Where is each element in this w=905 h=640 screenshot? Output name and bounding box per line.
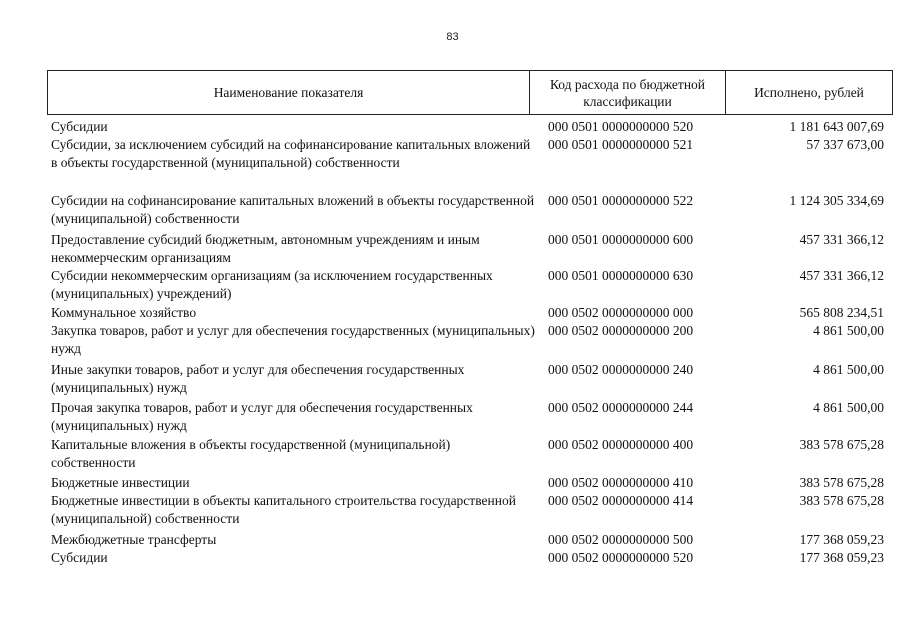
table-row — [51, 136, 893, 176]
row-code: 000 0501 0000000000 522 — [548, 193, 694, 208]
row-code: 000 0501 0000000000 600 — [548, 232, 694, 247]
row-amount: 1 181 643 007,69 — [789, 119, 884, 134]
row-code: 000 0502 0000000000 200 — [548, 323, 694, 338]
header-name: Наименование показателя — [48, 71, 530, 114]
table-row — [51, 399, 893, 439]
row-name: Субсидии на софинансирование капитальных вложений в объекты государственной (муниципальной) собственности — [51, 193, 535, 226]
table-row — [51, 492, 893, 532]
row-code: 000 0502 0000000000 400 — [548, 437, 694, 452]
row-amount: 383 578 675,28 — [799, 475, 884, 490]
row-name: Субсидии — [51, 119, 108, 134]
table-row — [51, 322, 893, 362]
row-amount: 177 368 059,23 — [799, 550, 884, 565]
table-row — [51, 267, 893, 307]
row-amount: 457 331 366,12 — [799, 268, 884, 283]
row-code: 000 0502 0000000000 000 — [548, 305, 694, 320]
row-name: Прочая закупка товаров, работ и услуг для обеспечения государственных (муниципальных) нужд — [51, 400, 473, 433]
row-amount: 383 578 675,28 — [799, 493, 884, 508]
row-name: Коммунальное хозяйство — [51, 305, 197, 320]
row-name: Субсидии — [51, 550, 108, 565]
row-name: Капитальные вложения в объекты государственной (муниципальной) собственности — [51, 437, 451, 470]
row-amount: 57 337 673,00 — [806, 137, 884, 152]
table-row — [51, 361, 893, 401]
row-code: 000 0502 0000000000 244 — [548, 400, 694, 415]
row-amount: 1 124 305 334,69 — [789, 193, 884, 208]
table-row — [51, 436, 893, 476]
row-code: 000 0502 0000000000 410 — [548, 475, 694, 490]
row-name: Субсидии, за исключением субсидий на софинансирование капитальных вложений в объекты государственной (муниципальной) собственности — [51, 137, 531, 170]
row-name: Субсидии некоммерческим организациям (за исключением государственных (муниципальных) учреждений) — [51, 268, 493, 301]
row-code: 000 0502 0000000000 520 — [548, 550, 694, 565]
row-name: Иные закупки товаров, работ и услуг для обеспечения государственных (муниципальных) нужд — [51, 362, 465, 395]
row-name: Предоставление субсидий бюджетным, автономным учреждениям и иным некоммерческим организациям — [51, 232, 480, 265]
row-code: 000 0502 0000000000 414 — [548, 493, 694, 508]
row-amount: 177 368 059,23 — [799, 532, 884, 547]
row-code: 000 0502 0000000000 240 — [548, 362, 694, 377]
row-name: Закупка товаров, работ и услуг для обеспечения государственных (муниципальных) нужд — [51, 323, 535, 356]
row-amount: 4 861 500,00 — [813, 323, 884, 338]
header-amount: Исполнено, рублей — [754, 85, 864, 100]
row-amount: 565 808 234,51 — [799, 305, 884, 320]
row-amount: 457 331 366,12 — [799, 232, 884, 247]
row-code: 000 0502 0000000000 500 — [548, 532, 694, 547]
row-code: 000 0501 0000000000 521 — [548, 137, 694, 152]
page-number: 83 — [446, 31, 459, 43]
row-name: Бюджетные инвестиции — [51, 475, 190, 490]
row-amount: 4 861 500,00 — [813, 400, 884, 415]
row-name: Межбюджетные трансферты — [51, 532, 217, 547]
row-name: Бюджетные инвестиции в объекты капитального строительства государственной (муниципальной) собственности — [51, 493, 516, 526]
table-row — [51, 192, 893, 232]
row-code: 000 0501 0000000000 630 — [548, 268, 694, 283]
table-row — [51, 231, 893, 271]
row-amount: 4 861 500,00 — [813, 362, 884, 377]
table-row — [51, 549, 893, 589]
row-amount: 383 578 675,28 — [799, 437, 884, 452]
row-code: 000 0501 0000000000 520 — [548, 119, 694, 134]
header-code: Код расхода по бюджетной классификации — [530, 71, 726, 114]
